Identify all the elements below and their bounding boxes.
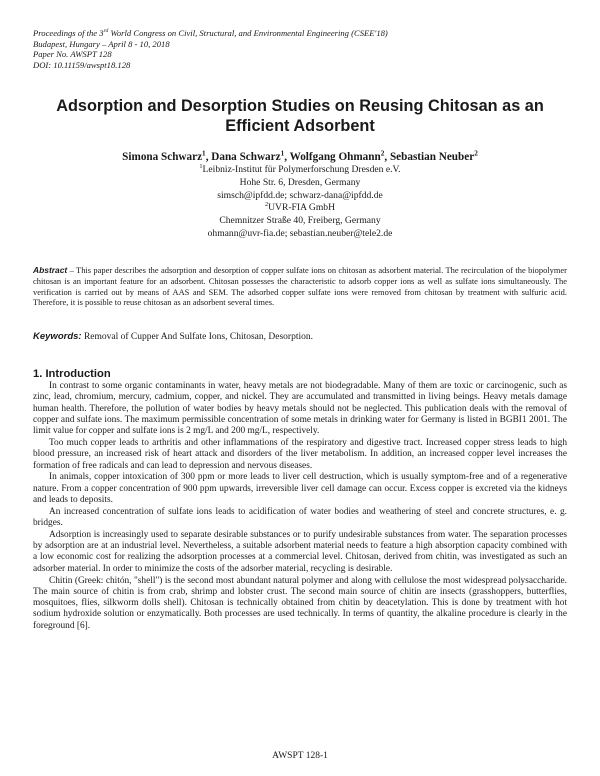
keywords-label: Keywords: — [33, 331, 82, 342]
keywords-text: Removal of Cupper And Sulfate Ions, Chitosan, Desorption. — [81, 332, 313, 342]
author-list: Simona Schwarz$^1$, Dana Schwarz$^1$, Wolfgang Ohmann$^2$, Sebastian Neuber$^2$ — [122, 149, 478, 163]
doi: DOI: 10.11159/awspt18.128 — [33, 59, 131, 70]
paragraph: An increased concentration of sulfate ions leads to acidification of water bodies and weathering of steel and concrete structures, e. g. bridges. — [33, 506, 567, 529]
paper-title: Adsorption and Desorption Studies on Reusing Chitosan as an Efficient Adsorbent — [56, 97, 544, 135]
proceedings-line: Proceedings of the 3rd World Congress on Civil, Structural, and Environmental Engineering (CSEE'18) — [33, 28, 388, 38]
proceedings-header — [33, 28, 573, 70]
paragraph: Too much copper leads to arthritis and other inflammations of the respiratory and digestive tract. Increased copper stress leads to high blood pressure, an increased risk of heart attack and disorders of the liver metabolism. In addition, an increased copper level increases the formation of free radicals and can lead to depression and nervous diseases. — [33, 437, 567, 471]
paper-number: Paper No. AWSPT 128 — [33, 49, 112, 60]
affiliation-name: $^1$Leibniz-Institut für Polymerforschung Dresden e.V. — [199, 162, 401, 175]
section-body — [33, 381, 567, 633]
affiliation-address: Chemnitzer Straße 40, Freiberg, Germany — [219, 215, 381, 227]
conference-location: Budapest, Hungary – April 8 - 10, 2018 — [33, 38, 170, 49]
section-heading: 1. Introduction — [33, 368, 111, 380]
abstract-label: Abstract — [33, 265, 68, 275]
abstract-text: – This paper describes the adsorption and desorption of copper sulfate ions on chitosan as adsorbent material. The recirculation of the biopolymer chitosan is an important feature for an adsorbent. Chitosan possesses the characteristic to adsorb copper ions as well as sulfate ions simultaneously. The verification is carried out by means of AAS and SEM. The adsorbed copper sulfate ions were removed from chitosan by treatment with sulfuric acid. Therefore, it is possible to reuse chitosan as an adsorbent several times. — [33, 265, 567, 308]
page-footer: AWSPT 128-1 — [272, 751, 328, 761]
author-name: Wolfgang Ohmann — [289, 151, 381, 163]
paragraph: In contrast to some organic contaminants in water, heavy metals are not biodegradable. Many of them are toxic or carcinogenic, such as zinc, lead, chromium, mercury, cadmium, copper, and nickel. They are accumulated and transmitted in living beings. Heavy metals damage human health. Therefore, the pollution of water bodies by heavy metals should not be neglected. This publication deals with the removal of copper and sulfate ions. The maximum permissible concentration of some metals in drinking water for Germany is listed in BGBI1 2001. The limit value for copper and sulfate ions is 2 mg/L and 200 mg/L, respectively. — [33, 381, 567, 437]
author-name: Dana Schwarz — [211, 151, 281, 163]
paragraph: Chitin (Greek: chitón, "shell") is the second most abundant natural polymer and along with cellulose the most widespread polysaccharide. The main source of chitin is from crab, shrimp and lobster crust. The second main source of chitin are insects (grasshoppers, butterflies, mosquitoes, flies, silkworm dolls shell). Chitosan is technically obtained from chitin by deacetylation. This is done by treatment with hot sodium hydroxide solution or enzymatically. Both processes are used technically. In terms of quantity, the alkaline procedure is clearly in the foreground [6]. — [33, 575, 567, 631]
affiliation-email: simsch@ipfdd.de; schwarz-dana@ipfdd.de — [217, 189, 383, 201]
affiliation-email: ohmann@uvr-fia.de; sebastian.neuber@tele2.de — [207, 227, 393, 239]
keywords — [33, 331, 567, 343]
affiliation-address: Hohe Str. 6, Dresden, Germany — [239, 176, 361, 188]
author-name: Simona Schwarz — [122, 151, 203, 163]
paragraph: In animals, copper intoxication of 300 ppm or more leads to liver cell destruction, which is usually symptom-free and of a regenerative nature. From a copper concentration of 900 ppm upwards, irreversible liver cell damage can occur. Excess copper is excreted via the kidneys and leads to deposits. — [33, 472, 567, 505]
affiliation-name: $^2$UVR-FIA GmbH — [264, 201, 336, 214]
paragraph: Adsorption is increasingly used to separate desirable substances or to purify undesirable substances from water. The separation processes by adsorption are at an industrial level. Nevertheless, a suitable adsorbent material needs to feature a high absorption capacity combined with a low economic cost for realizing the adsorption processes at a commercial level. Chitosan, derived from chitin, was investigated as such an adsorber material. In order to minimize the costs of the adsorber material, recycling is desirable. — [33, 529, 567, 574]
author-name: Sebastian Neuber — [389, 151, 475, 163]
affiliations — [30, 164, 570, 241]
abstract — [33, 265, 567, 308]
